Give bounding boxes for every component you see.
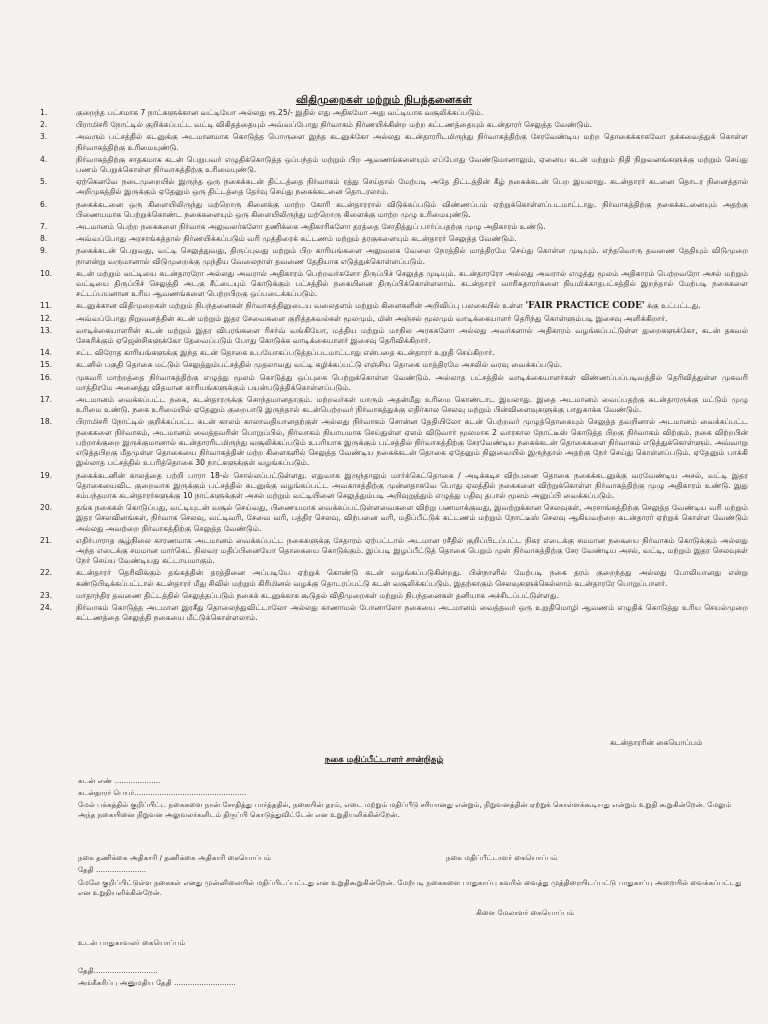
rule-text xyxy=(76,348,748,358)
rule-text xyxy=(76,108,748,118)
rule-text xyxy=(76,360,748,370)
rule-text xyxy=(76,177,748,197)
rule-text-body: பிராமிசரி நோட்டில் குறிக்கப்பட்ட வட்டி விகிதத்தையும் அவ்வப்போது நிர்வாகம் நிர்ணயிக்கின்ற மற்ற கட்டணத்தையும் கடன்தாரர் செலுத்த வேண்டும். xyxy=(76,120,593,130)
rule-text-body: அவரும் பட்சத்தில் கடனுக்கு அடமானமாக கொடுத்த பொருளை இந்த கடனுக்கோ அல்லது கடன்தாரரிடமிருந்து நிர்வாகத்திற்கு சேரவேண்டிய மற்ற தொகைக்காகவோ தக்கவைத்துக் கொள்ள நிர்வாகத்திற்கு உரிமையுண்டு. xyxy=(76,132,748,152)
rule-item xyxy=(22,395,748,415)
rule-text xyxy=(76,326,748,346)
rule-text-body: பிராமிசரி நோட்டில் குறிக்கப்பட்ட கடன் காலம் காலாவதியானதற்குள் அல்லது நிர்வாகம் சொன்ன தேதியிலோ கடன் பெற்றவர் முழுத்தொகையும் செலுத்த தவறினால் அடமானம் வைக்கப்பட்ட நகைகளை நிர்வாகம், அடமானம் வைத்தவரின் பொறுப்பில், நிர்வாகம் நியாயமாக செய்துள்ள ஏலம் விடுவார் மூலமாக 2 வாரகால நோட்டீஸ் கொடுத்த பிறகு நிர்வாகம் விற்கும். நகை விற்றபின் பற்றாக்குறை இருக்குமானால் கடன்தாரரிடமிருந்து வசூலிக்கப்படும் உபரியாக இருக்கும் பட்சத்தில் நிர்வாகத்திற்கு சேரவேண்டிய நகைக்கடன் தொகைகளை நிர்வாகம் எடுத்துக்கொள்ளும். அவ்வாறு எடுத்தபிறகு மீதமுள்ள தொகையை நிர்வாகத்தின் மற்ற கிளைகளில் செலுத்த வேண்டிய நகைக்கடன் தொகை ஏதேனும் நிலுவையில் இருந்தால் அதற்கு நேர் செய்து கொள்ளப்படும். ஏதேனும் பாக்கி இல்லாத பட்சத்தில் உபரித்தொகை 30 நாட்களுக்குள் வழங்கப்படும். xyxy=(76,417,748,468)
rule-text xyxy=(76,120,748,130)
rule-item xyxy=(22,348,748,358)
rule-item xyxy=(22,603,748,623)
rule-text xyxy=(76,395,748,415)
borrower-signature-label: கடன்தாரரின் கையொப்பம் xyxy=(610,738,703,747)
authorization-date-field: அங்கீகரிப்பு அனுமதிய தேதி ........................... xyxy=(78,978,236,987)
rule-text-body: அவ்வப்போது அரசாங்கத்தால் நிர்ணயிக்கப்படும் வரி முத்திரைக் கட்டணம் மற்றும் தரகுகளையும் கடன்தாரர் செலுத்த வேண்டும். xyxy=(76,234,517,244)
rule-text xyxy=(76,603,748,623)
rule-text xyxy=(76,314,748,324)
rule-text-body: நிர்வாகம் கொடுத்த அடமான இரசீது தொலைந்துவிட்டாலோ அல்லது காணாமல் போனாலோ நகையை அடமானம் வைத்தவர் ஒரு உறுதிமொழி ஆவணம் எழுதிக் கொடுத்து உரிய செயல்முறை கட்டணத்தை செலுத்தி நகையை மீட்டுக்கொள்ளலாம். xyxy=(76,602,748,623)
rule-item xyxy=(22,301,748,311)
rule-text-body: கடன்தாரர் தெரிவிக்கும் தங்கத்தின் தரத்தினை அப்படியே ஏற்றுக் கொண்டு கடன் வழங்கப்படுகின்றது. பின்நாளில் மேற்படி நகை தரம் குறைந்தது அல்லது போலியானது என்று கண்டுபிடிக்கப்பட்டால் கடன்தாரர் மீது சிவில் மற்றும் கிரிமினல் வழக்கு தொடரப்பட்டு கடன் வசூலிக்கப்படும். இதற்காகும் செலவுகளுக்கெல்லாம் கடன்தாரரே பொறுப்பாளர். xyxy=(76,568,748,588)
rule-text-body: மாதாந்திர தவணை திட்டத்தில் செலுத்தப்படும் நகைக் கடனுக்காக கூடுதல் விதிமுறைகள் மற்றும் நிபந்தனைகள் தனியாக அச்சிடப்பட்டுள்ளது. xyxy=(76,590,560,600)
rule-text-body: எதிர்பாராத சூழ்நிலை காரணமாக அடமானம் வைக்கப்பட்ட நகைகளுக்கு சேதாரம் ஏற்பட்டால் அடமான ரசீதில் குறிப்பிடப்பட்ட நிகர எடைக்கு சமமான நகையை நிர்வாகம் கொடுக்கும் அல்லது அந்த எடைக்கு சமமான மார்கெட் நிலவர மதிப்பினையோ தொகையை கொடுக்கும். இப்படி இழப்பீட்டுத் தொகை பெறும் முன் நிர்வாகத்திற்கு சேர வேண்டிய அசல், வட்டி, மற்றும் இதர செலவுகள் நேர் செய்ய வேண்டியது கட்டாயமாகும். xyxy=(76,535,748,566)
rule-number: 8. xyxy=(40,234,48,244)
rule-item xyxy=(22,326,748,346)
rule-number: 5. xyxy=(40,177,48,187)
rule-number: 19. xyxy=(40,470,53,480)
rule-text xyxy=(76,417,748,468)
custody-statement: மேலே குறிப்பிட்டுள்ள நகைகள் எனது முன்னிலையில் மதிப்பிடப்பட்டது என உறுதிகூறுகின்றேன். மேற்படி நகைகளை பாதுகாப்பு கவரில் வைத்து முத்திரையிடப்பட்டு பாதுகாப்பு அறையில் வைக்கப்பட்டது என உறுதியளிக்கின்றேன். xyxy=(78,878,742,897)
loan-number-field: கடன் எண் .................... xyxy=(78,776,161,785)
rule-number: 7. xyxy=(40,222,48,232)
rule-text xyxy=(76,200,748,220)
rule-number: 17. xyxy=(40,395,53,405)
rule-number: 11. xyxy=(40,301,53,311)
rule-number: 14. xyxy=(40,348,53,358)
rule-item xyxy=(22,246,748,266)
rule-item xyxy=(22,417,748,468)
rule-item xyxy=(22,132,748,152)
rule-item xyxy=(22,568,748,588)
rule-text xyxy=(76,246,748,266)
rule-text-body: நகைக்கடனின் காலத்தை பற்றி பாரா 18-ல் சொல்லப்பட்டுள்ளது. எதுவாக இருந்தாலும் மார்க்கெட்தொகை / அடிக்கடிச விற்பனை தொகை நகைக்கடனுக்கு வரவேண்டிய அசல், வட்டி இதர தொகையைவிட குறைவாக இருக்கும் பட்சத்தில் கடனுக்கு வழங்கப்பட்ட அவகாசத்திற்கு முன்னதாகவே பொது ஏலத்தில் நகைகளை விற்றுக்கொள்ள நிர்வாகத்திற்கு முழு அதிகாரம் உண்டு. இது சம்பந்தமாக கடன்தாரர்களுக்கு 10 நாட்களுக்குள் அசல் மற்றும் வட்டியினை செலுத்தும்படி அறிவுறுத்தும் எழுத்து பதிவு தபால் மூலம் அனுப்பி வைக்கப்படும். xyxy=(76,470,748,500)
rule-text-body: வாடிக்கையாளரின் கடன் மற்றும் இதர விபரங்களை ரிசர்வ் வங்கியோ, மத்திய மற்றும் மாநில அரசுகளோ அல்லது அவர்களால் அதிகாரம் வழங்கப்பட்டுள்ள துறைகளுக்கோ, கடன் தகவல் சேகரிக்கும் ஏஜென்சிகளுக்கோ தேவைப்படும் போது கொடுக்க வாடிக்கையாளர் இசைவு தெரிவிக்கிறார். xyxy=(76,325,748,346)
date-field-1: தேதி ...................... xyxy=(78,865,147,874)
rule-text-body: சட்ட விரோத காரியங்களுக்கு இந்த கடன் தொகை உபயோகப்படுத்தப்படமாட்டாது என்பதை கடன்தாரர் உறுதி செய்கிறார். xyxy=(76,348,495,358)
rule-text-body: அவ்வப்போது நிறுவனத்தின் கடன் மற்றும் இதர சேவைகளை குறித்தகவல்கள் மூலமும், மின் அஞ்சல் மூலமும் வாடிக்கையாளர் தெரிந்து கொள்ளும்படி இசைவு அளிக்கிறார். xyxy=(76,313,668,323)
rule-item xyxy=(22,314,748,324)
rule-number: 2. xyxy=(40,120,48,130)
rule-text xyxy=(76,503,748,534)
fair-practice-code-label: 'FAIR PRACTICE CODE' xyxy=(525,301,645,312)
rule-number: 10. xyxy=(40,268,53,278)
page-title: விதிமுறைகள் மற்றும் நிபந்தனைகள் xyxy=(296,94,472,106)
rule-item xyxy=(22,536,748,567)
guard-signature-label: உடன் பாதுகாவலர் கையொப்பம் xyxy=(78,938,186,947)
rule-number: 20. xyxy=(40,503,53,513)
rule-number: 21. xyxy=(40,535,53,545)
rule-text-tail: க்கு உட்பட்டது. xyxy=(644,301,701,311)
borrower-name-field: கடன்தாரர் பெயர்................................................. xyxy=(78,788,247,797)
rule-text-body: நகைக்கடன் பெறுவது, வட்டி செலுத்துவது, திருப்புவது மற்றும் பிற காரியங்களை அலுவலக வேலை நேரத்தில் மாத்திரமே செய்து கொள்ள முடியும். எந்தவொரு தவணை தேதியும் விடுமுறை நாளன்று வருமானால் விடுமுறைக்கு முந்திய வேலைநாள் தவணை தேதியாக எடுத்துக்கொள்ளப்படும். xyxy=(76,246,748,266)
rule-text xyxy=(76,591,748,601)
appraiser-certificate-title: நகை மதிப்பீட்டாளர் சான்றிதழ் xyxy=(324,755,444,765)
rules-list xyxy=(22,108,748,625)
rule-number: 24. xyxy=(40,602,53,612)
rule-text xyxy=(76,222,748,232)
appraiser-signature-label: நகை மதிப்பீட்டாளர் கையொப்பம் xyxy=(446,853,558,862)
rule-number: 12. xyxy=(40,313,53,323)
rule-number: 6. xyxy=(40,199,48,209)
rule-item xyxy=(22,591,748,601)
rule-item xyxy=(22,234,748,244)
rule-number: 23. xyxy=(40,590,53,600)
rule-number: 22. xyxy=(40,568,53,578)
rule-text-body: குறைந்த பட்சமாக 7 நாட்களுக்கான வட்டியோ அல்லது ரூ.25/- இதில் எது அதிகமோ அது வட்டியாக வசூலிக்கப்படும். xyxy=(76,108,484,117)
rule-item xyxy=(22,200,748,220)
rule-item xyxy=(22,177,748,197)
rule-number: 4. xyxy=(40,154,48,164)
rule-text-body: ஏற்கெனவே நடைமுறையில் இருந்த ஒரு நகைக்கடன் திட்டத்தை நிர்வாகம் ரத்து செய்தால் மேற்படி அதே திட்டத்தின் கீழ் நகைக்கடன் பெற இயலாது. கடன்தாரர் கடனை தொடர நினைத்தால் அறிமுகத்தில் இருக்கும் ஏதேனும் ஒரு திட்டத்தை தேர்வு செய்து நகைக்கடனை தொடரலாம். xyxy=(76,177,748,197)
rule-text-body: அடமானம் பெற்ற நகைகளை நிர்வாக அலுவலர்களோ தணிக்கை அதிகாரிகளோ தரத்தை சோதித்துப் பார்ப்பதற்கு முழு அதிகாரம் உண்டு. xyxy=(76,222,546,232)
rule-number: 16. xyxy=(40,372,53,382)
rule-text xyxy=(76,568,748,588)
rule-text-body: தங்க நகைகள் கொடுப்பது, வட்டியுடன் வசூல் செய்வது, பிணையமாக வைக்கப்பட்டுள்ளவைகளை விற்று பணமாக்குவது, இவற்றுக்கான செலவுகள், அரசாங்கத்திற்கு செலுத்த வேண்டிய வரி மற்றும் இதர செலவினங்கள், நிர்வாக செலவு, வட்டிவரி, சேவை வரி, பத்திர செலவு, விற்பனை வரி, மதிப்பீட்டுக் கட்டணம் மற்றும் நோட்டீஸ் செலவு ஆகியவற்றை கடன்தாரர் ஏற்றுக் கொள்ள வேண்டும் அல்லது அவற்றை நிர்வாகத்திற்கு செலுத்த வேண்டும். xyxy=(76,503,748,533)
rule-text-body: நிர்வாகத்திற்கு சாதகமாக கடன் பெறுபவர் எழுதிக்கொடுத்த ஒப்பந்தம் மற்றும் பிற ஆவணங்களையும் எப்போது வேண்டுமானாலும், ஏனைய கடன் மற்றும் நிதி நிறுவனங்களுக்கு மற்றும் செய்து பணம் பெறுக்கொள்ள நிர்வாகத்திற்கு உரிமையுண்டு. xyxy=(76,154,748,175)
rule-text-body: கடனுக்கான விதிமுறைகள் மற்றும் நிபந்தனைகள் நிர்வாகத்தினுடைய வலைதளம் மற்றும் கிளைகளின் அறிவிப்பு பலகையில் உள்ள xyxy=(76,301,526,311)
rule-text-body: முகவரி மாற்றத்தை நிர்வாகத்திற்கு எழுத்து மூலம் கொடுத்து ஒப்புகை பெற்றுக்கொள்ள வேண்டும். அல்லாத பட்சத்தில் வாடிக்கையாளர்கள் விண்ணப்பப்படிவத்தில் தெரிவித்துள்ள முகவரி மாத்திரமே அனைத்து விதமான காரியங்களுக்கும் பயன்படுத்திக்கொள்ளப்படும். xyxy=(76,372,748,392)
rule-text xyxy=(76,234,748,244)
rule-item xyxy=(22,269,748,300)
rule-number: 18. xyxy=(40,417,53,427)
rule-text xyxy=(76,536,748,567)
rule-text xyxy=(76,471,748,502)
rule-text-body: கடனில் பகுதி தொகை மட்டும் செலுத்தும்பட்சத்தில் முதலாவது வட்டி கழிக்கப்பட்டு எஞ்சிய தொகை மாத்திரமே அசலில் வரவு வைக்கப்படும். xyxy=(76,360,563,370)
rule-item xyxy=(22,155,748,175)
rule-item xyxy=(22,360,748,370)
rule-text xyxy=(76,155,748,175)
appraiser-statement: மேல் பக்கத்தில் குறிப்பிட்ட நகைகளை நான் சோதித்து பார்த்ததில், நகையின் தரம், எடை மற்றும் மதிப்பீடு சரியானது என்றும், நிறுவனத்தின் ஏற்றுக் கொள்ளக்கூடியது என்றும் உறுதி கூறுகின்றேன். மேலும் அந்த நகையினை நிறுவன அலுவலர்களிடம் திருப்பி கொடுத்துவிட்டேன் என உறுதியளிக்கின்றேன். xyxy=(78,800,732,819)
rule-item xyxy=(22,373,748,393)
rule-text xyxy=(76,269,748,300)
rule-number: 15. xyxy=(40,360,53,370)
manager-signature-label: கிளை மேலாளர் கையொப்பம் xyxy=(476,908,574,917)
rule-text xyxy=(76,132,748,152)
date-field-2: தேதி............................ xyxy=(78,966,158,975)
rule-text-body: நகைக்கடனை ஒரு கிளையிலிருந்து மற்றொரு கிளைக்கு மாற்ற கோரி கடன்தாரரால் விடுக்கப்படும் விண்ணப்பம் ஏற்றுக்கொள்ளப்படமாட்டாது. நிர்வாகத்திற்கு நகைக்கடனையும் அதற்கு பிணையமாக பெற்றுக்கொண்ட நகைகளையும் ஒரு கிளையிலிருந்து மற்றொரு கிளைக்கு மாற்ற முழு உரிமையுண்டு. xyxy=(76,199,748,219)
rule-text-body: கடன் மற்றும் வட்டியை கடன்தாரரோ அல்லது அவரால் அதிகாரம் பெற்றவர்களோ திருப்பிச் செலுத்த முடியும். கடன்தாரரோ அல்லது அவரால் எழுத்து மூலம் அதிகாரம் பெற்றவரோ அசல் மற்றும் வட்டியை திருப்பிச் செலுத்தி அடகு சீட்டையும் கொடுக்கும் பட்சத்தில் நகையினை திருப்பிக்கொள்ளலாம். கடன்தாரர் வாரிசுதாரர்களை நியமிக்காதபட்சத்தில் இறந்தால் மேற்படி நகைகளை சட்டப்பயனான உரிய ஆவணங்களை பெற்றபிறகு ஒப்படைக்கப்படும். xyxy=(76,268,748,299)
rule-item xyxy=(22,471,748,502)
rule-item xyxy=(22,108,748,118)
rule-text xyxy=(76,373,748,393)
rule-text xyxy=(76,301,748,311)
rule-number: 9. xyxy=(40,246,48,256)
rule-item xyxy=(22,503,748,534)
inspector-signature-label: நகை தணிக்கை அதிகாரி / தணிக்கை அதிகாரி கையொப்பம் xyxy=(78,853,272,862)
rule-item xyxy=(22,120,748,130)
rule-item xyxy=(22,222,748,232)
rule-number: 1. xyxy=(40,108,48,117)
rule-number: 13. xyxy=(40,325,53,335)
rule-number: 3. xyxy=(40,132,48,142)
rule-text-body: அடமானம் வைக்கப்பட்ட நகை, கடன்தாரருக்கு சொந்தமானதாகும். மற்றவர்கள் யாரும் அதன்மீது உரிமை கொண்டாட இயலாது. இதை அடமானம் வைப்பதற்கு கடன்தாரருக்கு மட்டும் முழு உரிமை உண்டு. நகை உரிமையில் ஏதேனும் குறைபாடு இருந்தால் கடன்பெற்றவர் நிர்வாகத்துக்கு எதிர்கால செலவு மற்றும் பின்விளைவுகளுக்கு பாதுகாக்க வேண்டும். xyxy=(76,395,748,415)
